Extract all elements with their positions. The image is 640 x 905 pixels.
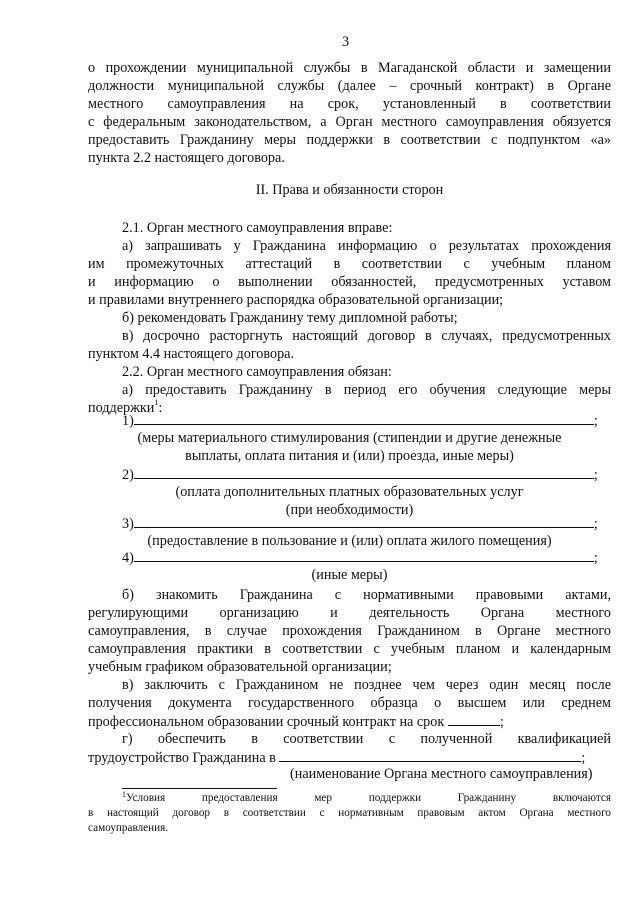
text-line: и правилами внутреннего распорядка образовательной организации;: [88, 292, 504, 308]
text-line: и информацию о выполнении обязанностей, предусмотренных уставом: [88, 274, 611, 290]
blank-line-row: 3) ;: [122, 516, 598, 532]
text-line: получения документа государственного образца о высшем или среднем: [88, 695, 611, 711]
page-number: 3: [342, 34, 350, 50]
text-line: самоуправления, в случае прохождения Гражданином в Органе местного: [88, 623, 611, 639]
blank-field: [134, 412, 594, 425]
field-caption: выплаты, оплата питания и (или) проезда, иные меры): [185, 448, 514, 464]
text-line: регулирующими организацию и деятельность Органа местного: [88, 605, 611, 621]
text-line: учебным графиком образовательной организации;: [88, 659, 392, 675]
text-line: б) знакомить Гражданина с нормативными правовыми актами,: [122, 587, 611, 603]
clause-heading: 2.2. Орган местного самоуправления обязан:: [122, 364, 392, 380]
blank-field: [279, 749, 581, 762]
footnote-mark: 1: [122, 790, 126, 799]
text-line: пункта 2.2 настоящего договора.: [88, 150, 285, 166]
blank-line-row: трудоустройство Гражданина в ;: [88, 750, 586, 766]
text-line: г) обеспечить в соответствии с полученной квалификацией: [122, 731, 611, 747]
footnote-ref: 1: [154, 398, 159, 407]
footnote-line: самоуправления.: [88, 822, 169, 834]
field-caption: (иные меры): [311, 567, 388, 583]
footnote-separator: [122, 788, 277, 789]
footnote-line: в настоящий договор в соответствии с нормативным правовым актом Органа местного: [88, 807, 611, 819]
blank-line-row: 1) ;: [122, 413, 598, 429]
text-line: в) досрочно расторгнуть настоящий договор в случаях, предусмотренных: [122, 328, 611, 344]
text-line: б) рекомендовать Гражданину тему дипломной работы;: [122, 310, 458, 326]
field-caption: (оплата дополнительных платных образовательных услуг: [175, 484, 524, 500]
blank-line-row: профессиональном образовании срочный контракт на срок ;: [88, 714, 504, 730]
blank-field: [134, 466, 594, 479]
text-line: местного самоуправления на срок, установленный в соответствии: [88, 96, 611, 112]
field-caption: (наименование Органа местного самоуправления): [290, 766, 593, 782]
text-line: а) запрашивать у Гражданина информацию о результатах прохождения: [122, 238, 611, 254]
field-caption: (меры материального стимулирования (стипендии и другие денежные: [137, 430, 562, 446]
text-line: им промежуточных аттестаций в соответствии с учебным планом: [88, 256, 611, 272]
blank-field: [448, 713, 500, 726]
text-line: самоуправления практики в соответствии с учебным планом и календарным: [88, 641, 611, 657]
text-line: должности муниципальной службы (далее – срочный контракт) в Органе: [88, 78, 611, 94]
blank-field: [134, 549, 594, 562]
blank-field: [134, 515, 594, 528]
text-line: в) заключить с Гражданином не позднее чем через один месяц после: [122, 677, 611, 693]
text-line: поддержки$^1$:: [88, 398, 163, 416]
field-caption: (предоставление в пользование и (или) оплата жилого помещения): [147, 533, 552, 549]
text-line: о прохождении муниципальной службы в Магаданской области и замещении: [88, 60, 611, 76]
blank-line-row: 4) ;: [122, 550, 598, 566]
text-line: а) предоставить Гражданину в период его обучения следующие меры: [122, 382, 611, 398]
text-line: предоставить Гражданину меры поддержки в соответствии с подпунктом «а»: [88, 132, 611, 148]
blank-line-row: 2) ;: [122, 467, 598, 483]
clause-heading: 2.1. Орган местного самоуправления вправе:: [122, 220, 393, 236]
text-line: пунктом 4.4 настоящего договора.: [88, 346, 295, 362]
section-title: II. Права и обязанности сторон: [255, 182, 444, 198]
footnote-line: $^1$Условия предоставления мер поддержки Гражданину включаются: [122, 790, 611, 804]
field-caption: (при необходимости): [285, 502, 414, 518]
text-line: с федеральным законодательством, а Орган местного самоуправления обязуется: [88, 114, 611, 130]
